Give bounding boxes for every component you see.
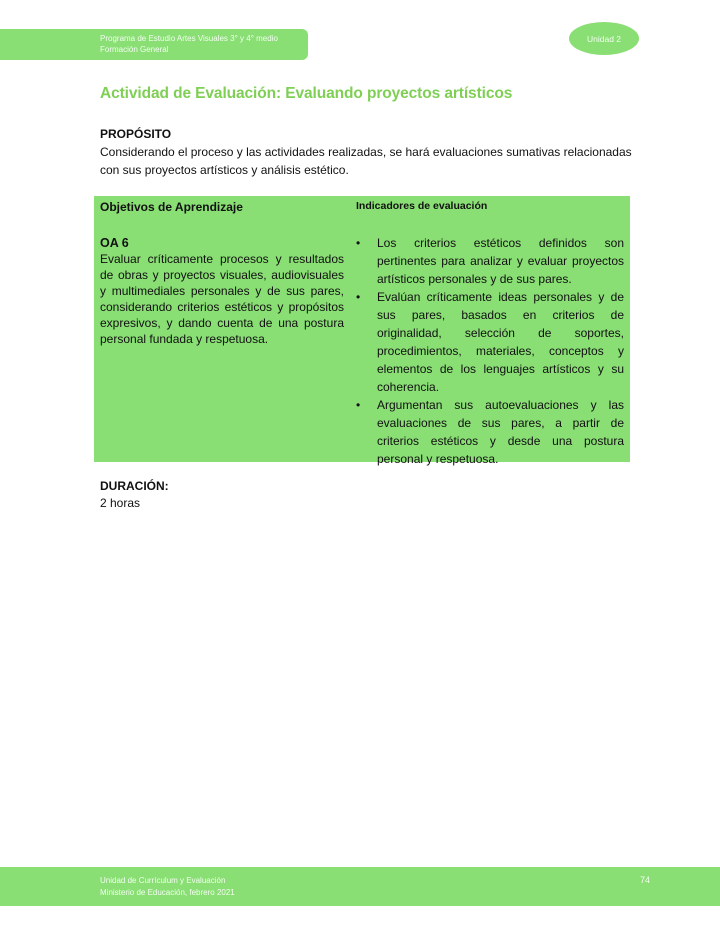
bullet-icon: •: [356, 398, 361, 412]
indicator-text: Argumentan sus autoevaluaciones y las evaluaciones de sus pares, a partir de criterios estéticos y desde una postura personal y respetuosa.: [377, 398, 624, 466]
duration-value: 2 horas: [100, 496, 141, 510]
indicator-text: Los criterios estéticos definidos son pertinentes para analizar y evaluar proyectos artísticos personales y de sus pares.: [377, 236, 624, 286]
objectives-table: [94, 196, 630, 466]
footer-unit: Unidad de Currículum y Evaluación: [100, 876, 226, 885]
list-item: [356, 234, 624, 288]
program-subtitle: Formación General: [100, 45, 169, 54]
footer-ministry: Ministerio de Educación, febrero 2021: [100, 888, 235, 897]
list-item: [356, 396, 624, 468]
purpose-heading: PROPÓSITO: [100, 127, 172, 141]
duration-heading: DURACIÓN:: [100, 479, 169, 493]
oa-description: Evaluar críticamente procesos y resultados de obras y proyectos visuales, audiovisuales y multimediales personales y de sus pares, considerando criterios estéticos y propósitos expresivos, y dando cuenta de una postura personal fundada y respetuosa.: [100, 252, 344, 346]
program-title: Programa de Estudio Artes Visuales 3° y 4° medio: [100, 34, 278, 43]
indicators-column: [356, 199, 624, 468]
purpose-text: Considerando el proceso y las actividades realizadas, se hará evaluaciones sumativas relacionadas con sus proyectos artísticos y análisis estético.: [100, 145, 632, 177]
unit-badge: Unidad 2: [569, 22, 639, 55]
page-title: Actividad de Evaluación: Evaluando proyectos artísticos: [100, 85, 513, 102]
list-item: [356, 288, 624, 396]
footer-info: [100, 875, 235, 899]
oa-code: OA 6: [100, 236, 129, 250]
bullet-icon: •: [356, 290, 361, 304]
objectives-column: [100, 199, 344, 347]
objectives-heading: Objetivos de Aprendizaje: [100, 200, 243, 214]
indicators-list: [356, 234, 624, 468]
indicators-heading: Indicadores de evaluación: [356, 200, 488, 212]
program-info: [100, 33, 278, 55]
indicator-text: Evalúan críticamente ideas personales y de sus pares, basados en criterios de originalidad, selección de soportes, procedimientos, materiales, conceptos y elementos de los lenguajes artísticos y su coherencia.: [377, 290, 624, 394]
page-number: 74: [640, 875, 651, 885]
bullet-icon: •: [356, 236, 361, 250]
